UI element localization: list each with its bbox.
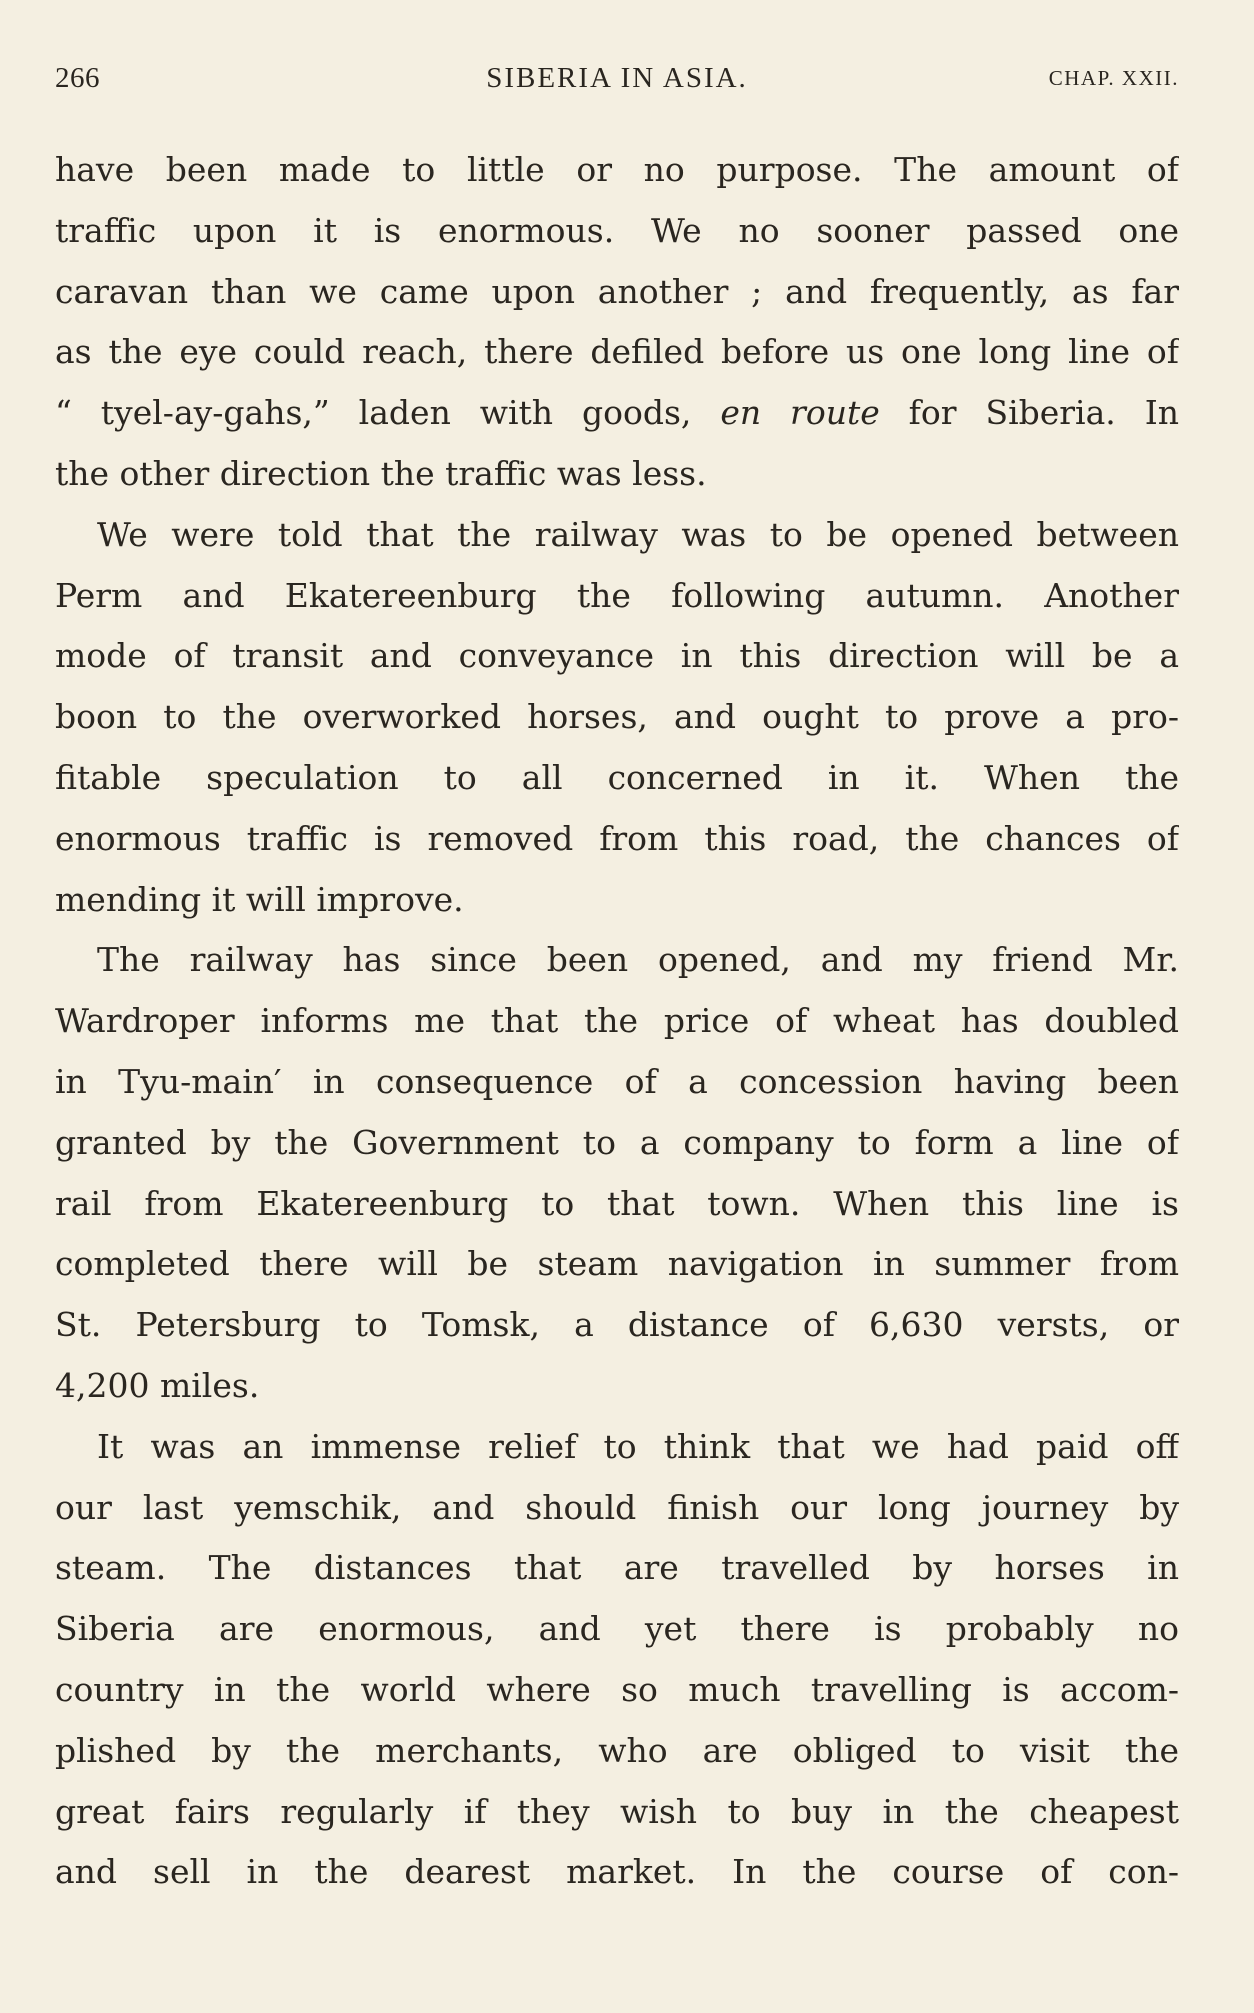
text-line: as the eye could reach, there defiled before us one long line of	[55, 332, 1179, 372]
paragraph	[55, 930, 1179, 1416]
text-line: enormous traffic is removed from this road, the chances of	[55, 818, 1179, 858]
body-text	[55, 140, 1179, 1903]
text-line: and sell in the dearest market. In the course of con-	[55, 1852, 1179, 1892]
text-line: boon to the overworked horses, and ought to prove a pro-	[55, 697, 1179, 737]
text-line: completed there will be steam navigation in summer from	[55, 1244, 1179, 1284]
text-line: granted by the Government to a company to form a line of	[55, 1122, 1179, 1162]
text-line: St. Petersburg to Tomsk, a distance of 6,630 versts, or	[55, 1305, 1179, 1345]
text-line: the other direction the traffic was less.	[55, 453, 707, 493]
text-line: our last yemschik, and should finish our long journey by	[55, 1487, 1179, 1527]
text-line: country in the world where so much travelling is accom-	[55, 1669, 1179, 1709]
text-line: steam. The distances that are travelled by horses in	[55, 1548, 1179, 1588]
text-line: great fairs regularly if they wish to buy in the cheapest	[55, 1791, 1179, 1831]
text-line: caravan than we came upon another ; and frequently, as far	[55, 271, 1179, 311]
text-line: Perm and Ekatereenburg the following autumn. Another	[55, 575, 1179, 615]
text-line: plished by the merchants, who are obliged to visit the	[55, 1730, 1179, 1770]
text-line	[55, 383, 1179, 444]
text-line: have been made to little or no purpose. The amount of	[55, 150, 1179, 189]
text-line: fitable speculation to all concerned in it. When the	[55, 757, 1179, 797]
page-number: 266	[55, 62, 100, 94]
text-line: mending it will improve.	[55, 879, 464, 919]
text-run: for Siberia. In	[879, 393, 1179, 433]
text-line: in Tyu-main′ in consequence of a concession having been	[55, 1061, 1179, 1101]
text-line: We were told that the railway was to be opened between	[97, 514, 1179, 554]
text-line: 4,200 miles.	[55, 1365, 260, 1405]
chapter-label: CHAP. XXII.	[1048, 66, 1179, 90]
running-title: SIBERIA IN ASIA.	[486, 62, 748, 94]
text-line: Wardroper informs me that the price of wheat has doubled	[55, 1001, 1179, 1041]
text-line: rail from Ekatereenburg to that town. When this line is	[55, 1183, 1179, 1223]
paragraph	[55, 140, 1179, 505]
text-line: traffic upon it is enormous. We no sooner passed one	[55, 210, 1179, 250]
text-run: “ tyel-ay-gahs,” laden with goods,	[55, 393, 721, 433]
text-line: The railway has since been opened, and my friend Mr.	[97, 940, 1179, 980]
text-line: Siberia are enormous, and yet there is probably no	[55, 1609, 1179, 1649]
paragraph	[55, 1417, 1179, 1903]
paragraph	[55, 505, 1179, 931]
text-line: mode of transit and conveyance in this direction will be a	[55, 636, 1179, 676]
italic-phrase: en route	[720, 393, 880, 433]
running-head	[55, 62, 1179, 102]
text-line: It was an immense relief to think that we had paid off	[97, 1426, 1179, 1466]
